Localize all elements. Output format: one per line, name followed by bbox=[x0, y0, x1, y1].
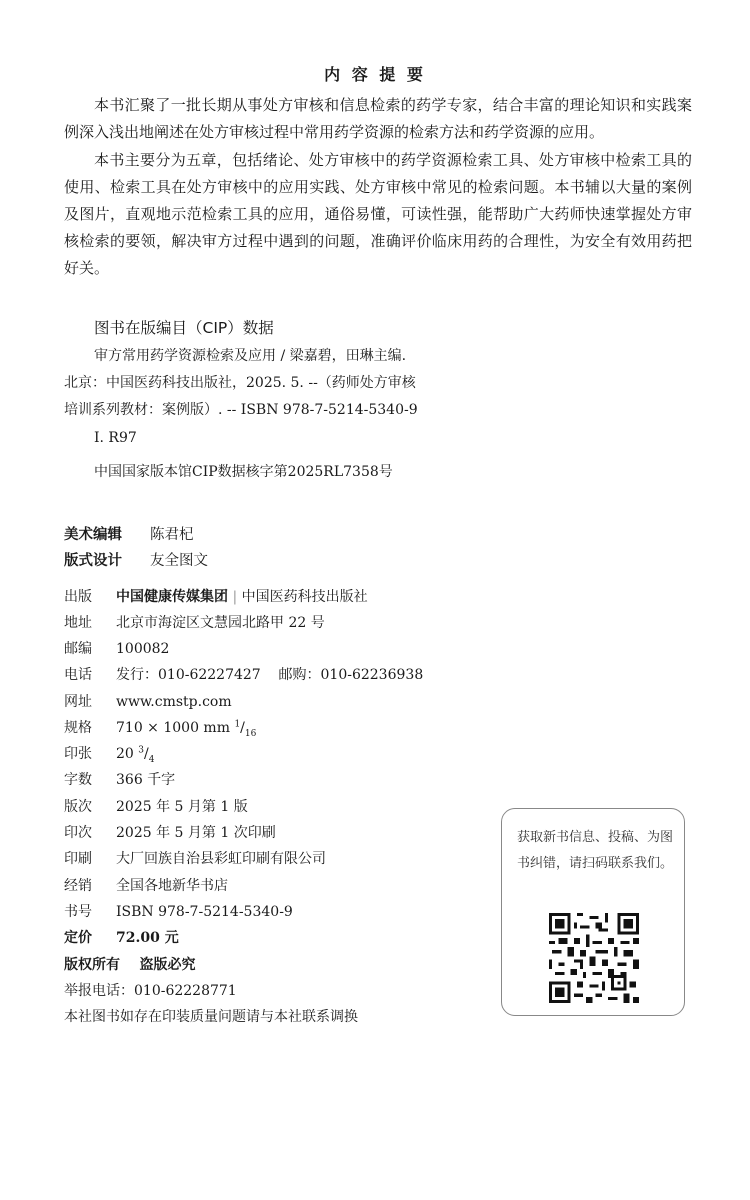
fraction-num: 1 bbox=[234, 719, 241, 730]
row-value: 72.00 元 bbox=[116, 930, 179, 946]
qr-panel-text: 获取新书信息、投稿、为图书纠错，请扫码联系我们。 bbox=[517, 830, 674, 871]
row-value: 366 千字 bbox=[116, 772, 176, 788]
row-value: 20 bbox=[116, 746, 134, 762]
credit-value: 陈君杞 bbox=[150, 527, 194, 543]
cip-line: 培训系列教材：案例版）. -- ISBN 978-7-5214-5340-9 bbox=[64, 402, 418, 418]
sheets-row bbox=[64, 743, 154, 765]
row-label: 书号 bbox=[64, 904, 92, 920]
row-label: 出版 bbox=[64, 589, 92, 605]
fraction-den: 16 bbox=[244, 728, 257, 739]
publisher-name: 中国医药科技出版社 bbox=[241, 589, 368, 605]
cip-title: 图书在版编目（CIP）数据 bbox=[94, 319, 274, 337]
format-row bbox=[64, 717, 256, 739]
printing-row bbox=[64, 822, 276, 842]
row-value: 710 × 1000 mm bbox=[116, 720, 230, 736]
credit-art-editor bbox=[64, 523, 194, 544]
credit-layout bbox=[64, 549, 208, 570]
price-row bbox=[64, 927, 179, 947]
qr-panel bbox=[501, 808, 685, 1016]
web-row bbox=[64, 691, 232, 711]
report-phone: 举报电话：010-62228771 bbox=[64, 983, 237, 999]
row-value: 大厂回族自治县彩虹印刷有限公司 bbox=[116, 851, 326, 867]
address-row bbox=[64, 612, 325, 632]
row-label: 版次 bbox=[64, 799, 92, 815]
cip-line: Ⅰ. R97 bbox=[94, 430, 137, 446]
row-label: 规格 bbox=[64, 720, 92, 736]
distributor-row bbox=[64, 875, 228, 895]
row-label: 印张 bbox=[64, 746, 92, 762]
cip-line: 审方常用药学资源检索及应用 / 梁嘉碧，田琳主编. bbox=[94, 348, 407, 364]
row-value: 100082 bbox=[116, 641, 170, 657]
row-label: 字数 bbox=[64, 772, 92, 788]
qr-code-icon[interactable] bbox=[549, 913, 639, 1003]
row-label: 印刷 bbox=[64, 851, 92, 867]
summary-paragraph-1: 本书汇聚了一批长期从事处方审核和信息检索的药学专家，结合丰富的理论知识和实践案例深入浅出地阐述在处方审核过程中常用药学资源的检索方法和药学资源的应用。 bbox=[64, 96, 692, 141]
fraction-slash: / bbox=[240, 720, 245, 736]
fraction-slash: / bbox=[144, 746, 149, 762]
phone-row bbox=[64, 664, 423, 684]
row-label: 邮编 bbox=[64, 641, 92, 657]
row-value: 北京市海淀区文慧园北路甲 22 号 bbox=[116, 615, 325, 631]
printer-row bbox=[64, 848, 326, 868]
credit-value: 友全图文 bbox=[150, 553, 208, 569]
row-value: 发行：010-62227427 邮购：010-62236938 bbox=[116, 667, 424, 683]
zip-row bbox=[64, 638, 169, 658]
row-value: 全国各地新华书店 bbox=[116, 878, 228, 894]
credit-label: 版式设计 bbox=[64, 553, 122, 569]
row-label: 定价 bbox=[64, 930, 92, 946]
row-label: 印次 bbox=[64, 825, 92, 841]
summary-paragraph-2: 本书主要分为五章，包括绪论、处方审核中的药学资源检索工具、处方审核中检索工具的使用、检索工具在处方审核中的应用实践、处方审核中常见的检索问题。本书辅以大量的案例及图片，直观地示范检索工具的应用，通俗易懂，可读性强，能帮助广大药师快速掌握处方审核检索的要领，解决审方过程中遇到的问题，准确评价临床用药的合理性，为安全有效用药把好关。 bbox=[64, 151, 692, 277]
summary-title: 内 容 提 要 bbox=[324, 65, 426, 84]
row-label: 地址 bbox=[64, 615, 92, 631]
cip-line: 中国国家版本馆CIP数据核字第2025RL7358号 bbox=[94, 464, 393, 480]
quality-notice: 本社图书如存在印装质量问题请与本社联系调换 bbox=[64, 1009, 358, 1025]
isbn-row bbox=[64, 901, 293, 921]
fraction-den: 4 bbox=[148, 754, 155, 765]
row-value: 2025 年 5 月第 1 版 bbox=[116, 799, 248, 815]
fraction-num: 3 bbox=[138, 745, 145, 756]
rights-notice: 版权所有 盗版必究 bbox=[64, 957, 196, 973]
row-value: www.cmstp.com bbox=[116, 694, 232, 710]
row-value: 2025 年 5 月第 1 次印刷 bbox=[116, 825, 276, 841]
credit-label: 美术编辑 bbox=[64, 527, 122, 543]
row-label: 电话 bbox=[64, 667, 92, 683]
publisher-row bbox=[64, 586, 368, 606]
row-label: 经销 bbox=[64, 878, 92, 894]
publisher-group: 中国健康传媒集团 bbox=[116, 589, 228, 605]
cip-line: 北京：中国医药科技出版社，2025. 5. --（药师处方审核 bbox=[64, 375, 416, 391]
edition-row bbox=[64, 796, 248, 816]
words-row bbox=[64, 769, 175, 789]
separator: | bbox=[232, 589, 238, 605]
row-value: ISBN 978-7-5214-5340-9 bbox=[116, 904, 293, 920]
row-label: 网址 bbox=[64, 694, 92, 710]
